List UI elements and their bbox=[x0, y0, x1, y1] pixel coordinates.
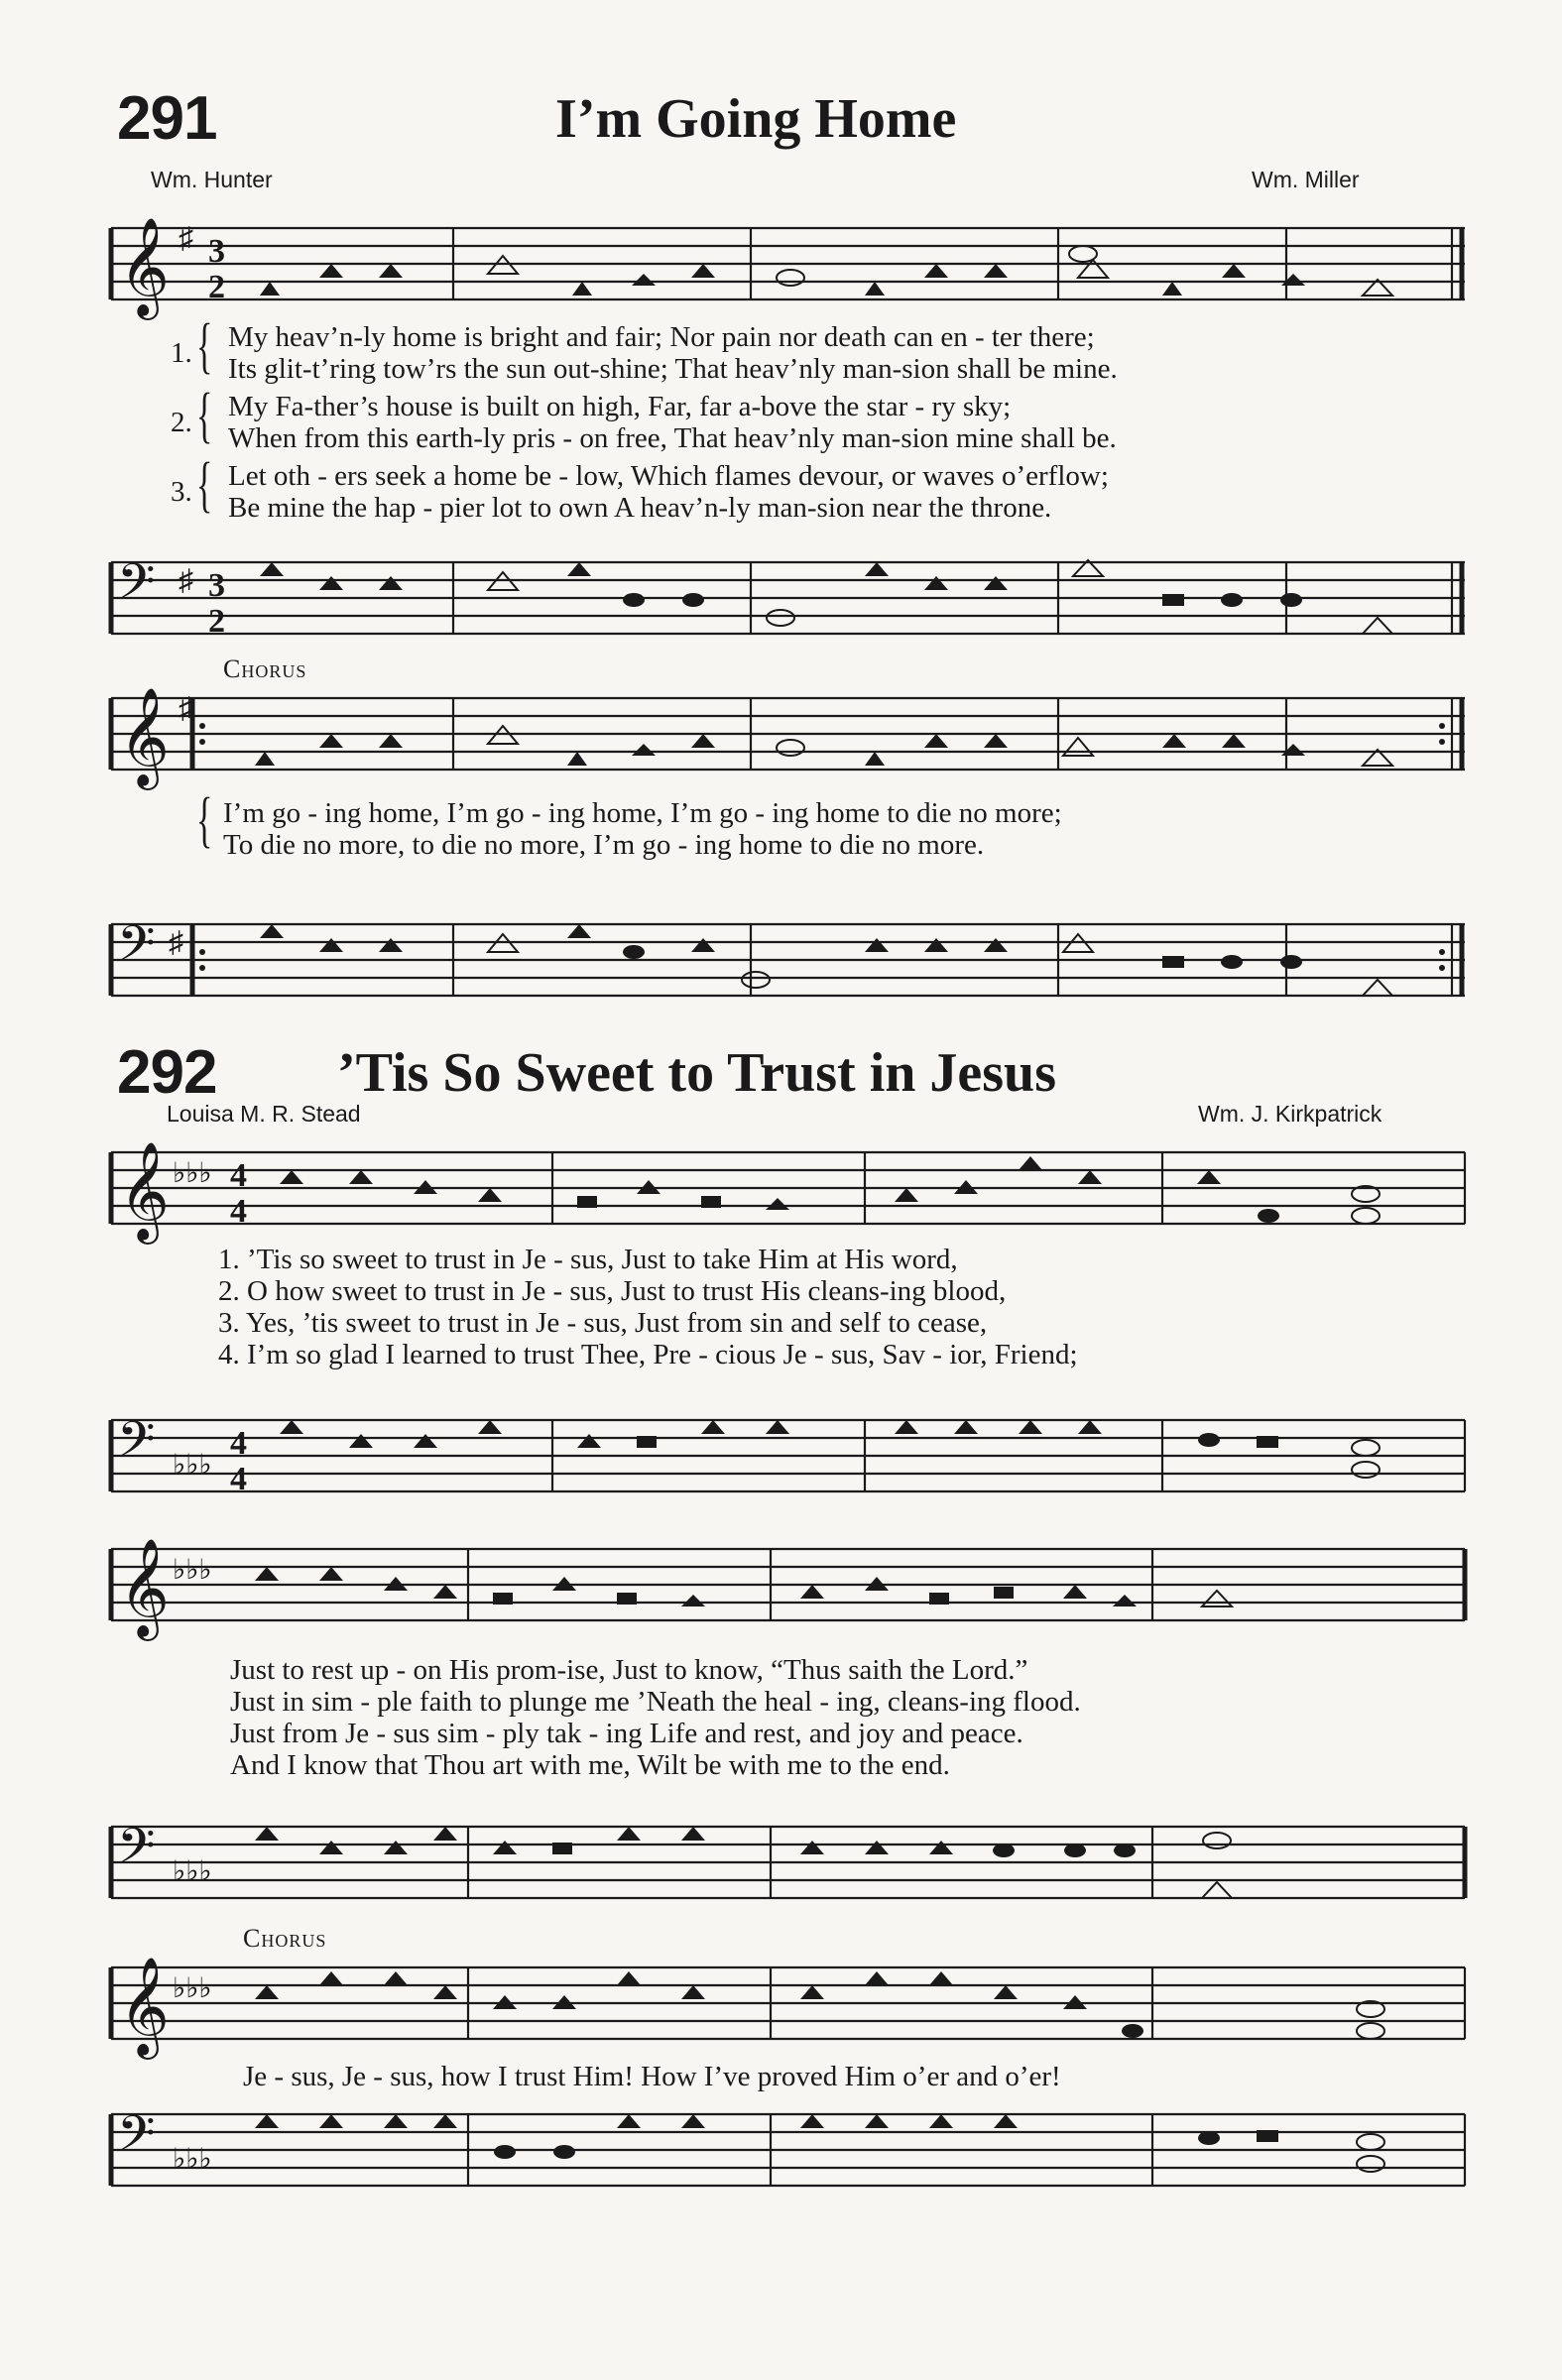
svg-text:𝄢: 𝄢 bbox=[117, 1818, 156, 1887]
svg-text:♭♭♭: ♭♭♭ bbox=[173, 1856, 212, 1887]
svg-text:𝄞: 𝄞 bbox=[119, 1141, 170, 1241]
music-staff bbox=[111, 553, 1465, 640]
chorus-label: Chorus bbox=[223, 654, 307, 683]
verse-line: When from this earth-ly pris - on free, That heav’nly man-sion mine shall be. bbox=[228, 422, 1117, 454]
brace: { bbox=[196, 312, 213, 380]
svg-text:4: 4 bbox=[230, 1425, 247, 1462]
svg-text:♯: ♯ bbox=[179, 564, 193, 597]
svg-text:𝄞: 𝄞 bbox=[119, 1538, 170, 1637]
verse-line: My Fa-ther’s house is built on high, Far, far a-bove the star - ry sky; bbox=[228, 391, 1012, 422]
svg-text:𝄞: 𝄞 bbox=[119, 687, 170, 786]
verse-line: Just from Je - sus sim - ply tak - ing Life and rest, and joy and peace. bbox=[230, 1718, 1023, 1749]
svg-text:♯: ♯ bbox=[169, 926, 183, 959]
music-credit: Wm. Miller bbox=[1252, 167, 1360, 192]
music-staff bbox=[111, 1141, 1465, 1241]
svg-text:♯: ♯ bbox=[179, 692, 193, 725]
svg-text:3: 3 bbox=[208, 233, 225, 270]
music-staff bbox=[111, 1957, 1465, 2056]
music-staff bbox=[111, 687, 1465, 786]
hymn-title: I’m Going Home bbox=[555, 88, 957, 150]
verse-line: 4. I’m so glad I learned to trust Thee, Pre - cious Je - sus, Sav - ior, Friend; bbox=[218, 1339, 1078, 1370]
verse-number: 1. bbox=[171, 337, 192, 369]
verse-line: 2. O how sweet to trust in Je - sus, Just to trust His cleans-ing blood, bbox=[218, 1275, 1007, 1307]
music-staff bbox=[111, 1818, 1465, 1899]
music-credit: Wm. J. Kirkpatrick bbox=[1198, 1101, 1382, 1127]
words-credit: Wm. Hunter bbox=[151, 167, 273, 192]
svg-text:4: 4 bbox=[230, 1461, 247, 1497]
brace: { bbox=[196, 786, 213, 854]
chorus-label: Chorus bbox=[243, 1924, 327, 1953]
verse-line: And I know that Thou art with me, Wilt be with me to the end. bbox=[230, 1749, 950, 1781]
svg-text:♭♭♭: ♭♭♭ bbox=[173, 1555, 212, 1586]
verse-line: Let oth - ers seek a home be - low, Which flames devour, or waves o’erflow; bbox=[228, 460, 1109, 492]
svg-text:♯: ♯ bbox=[179, 222, 193, 255]
music-staff bbox=[111, 915, 1465, 997]
svg-text:4: 4 bbox=[230, 1193, 247, 1230]
svg-text:𝄢: 𝄢 bbox=[117, 2105, 156, 2175]
svg-text:𝄢: 𝄢 bbox=[117, 915, 156, 985]
verse-line: Just to rest up - on His prom-ise, Just to know, “Thus saith the Lord.” bbox=[230, 1654, 1028, 1686]
chorus-line: I’m go - ing home, I’m go - ing home, I’m go - ing home to die no more; bbox=[223, 797, 1062, 829]
svg-text:♭♭♭: ♭♭♭ bbox=[173, 1450, 212, 1481]
svg-text:2: 2 bbox=[208, 603, 225, 640]
verse-line: Its glit-t’ring tow’rs the sun out-shine; That heav’nly man-sion shall be mine. bbox=[228, 353, 1118, 385]
hymn-title: ’Tis So Sweet to Trust in Jesus bbox=[337, 1042, 1056, 1104]
chorus-line: Je - sus, Je - sus, how I trust Him! How I’ve proved Him o’er and o’er! bbox=[243, 2061, 1061, 2092]
verse-line: 3. Yes, ’tis sweet to trust in Je - sus, Just from sin and self to cease, bbox=[218, 1307, 988, 1339]
verse-line: My heav’n-ly home is bright and fair; Nor pain nor death can en - ter there; bbox=[228, 321, 1095, 353]
music-staff bbox=[111, 1538, 1465, 1637]
svg-text:2: 2 bbox=[208, 269, 225, 305]
music-staff bbox=[111, 217, 1465, 316]
brace: { bbox=[196, 451, 213, 519]
music-staff bbox=[111, 2105, 1465, 2187]
svg-text:𝄢: 𝄢 bbox=[117, 1411, 156, 1481]
verse-line: Just in sim - ple faith to plunge me ’Neath the heal - ing, cleans-ing flood. bbox=[230, 1686, 1081, 1718]
svg-text:♭♭♭: ♭♭♭ bbox=[173, 1973, 212, 2004]
verse-line: Be mine the hap - pier lot to own A heav’n-ly man-sion near the throne. bbox=[228, 492, 1052, 524]
svg-text:𝄢: 𝄢 bbox=[117, 553, 156, 623]
verse-number: 2. bbox=[171, 407, 192, 438]
music-staff bbox=[111, 1411, 1465, 1497]
words-credit: Louisa M. R. Stead bbox=[167, 1101, 361, 1127]
hymn-number: 292 bbox=[117, 1038, 217, 1107]
svg-text:𝄞: 𝄞 bbox=[119, 1957, 170, 2056]
svg-text:𝄞: 𝄞 bbox=[119, 217, 170, 316]
svg-text:4: 4 bbox=[230, 1157, 247, 1194]
hymn-number: 291 bbox=[117, 84, 217, 153]
verse-line: 1. ’Tis so sweet to trust in Je - sus, Just to take Him at His word, bbox=[218, 1244, 958, 1275]
chorus-line: To die no more, to die no more, I’m go - ing home to die no more. bbox=[223, 829, 985, 861]
svg-text:♭♭♭: ♭♭♭ bbox=[173, 1158, 212, 1189]
svg-text:3: 3 bbox=[208, 567, 225, 604]
svg-text:♭♭♭: ♭♭♭ bbox=[173, 2144, 212, 2175]
brace: { bbox=[196, 382, 213, 449]
verse-number: 3. bbox=[171, 476, 192, 508]
